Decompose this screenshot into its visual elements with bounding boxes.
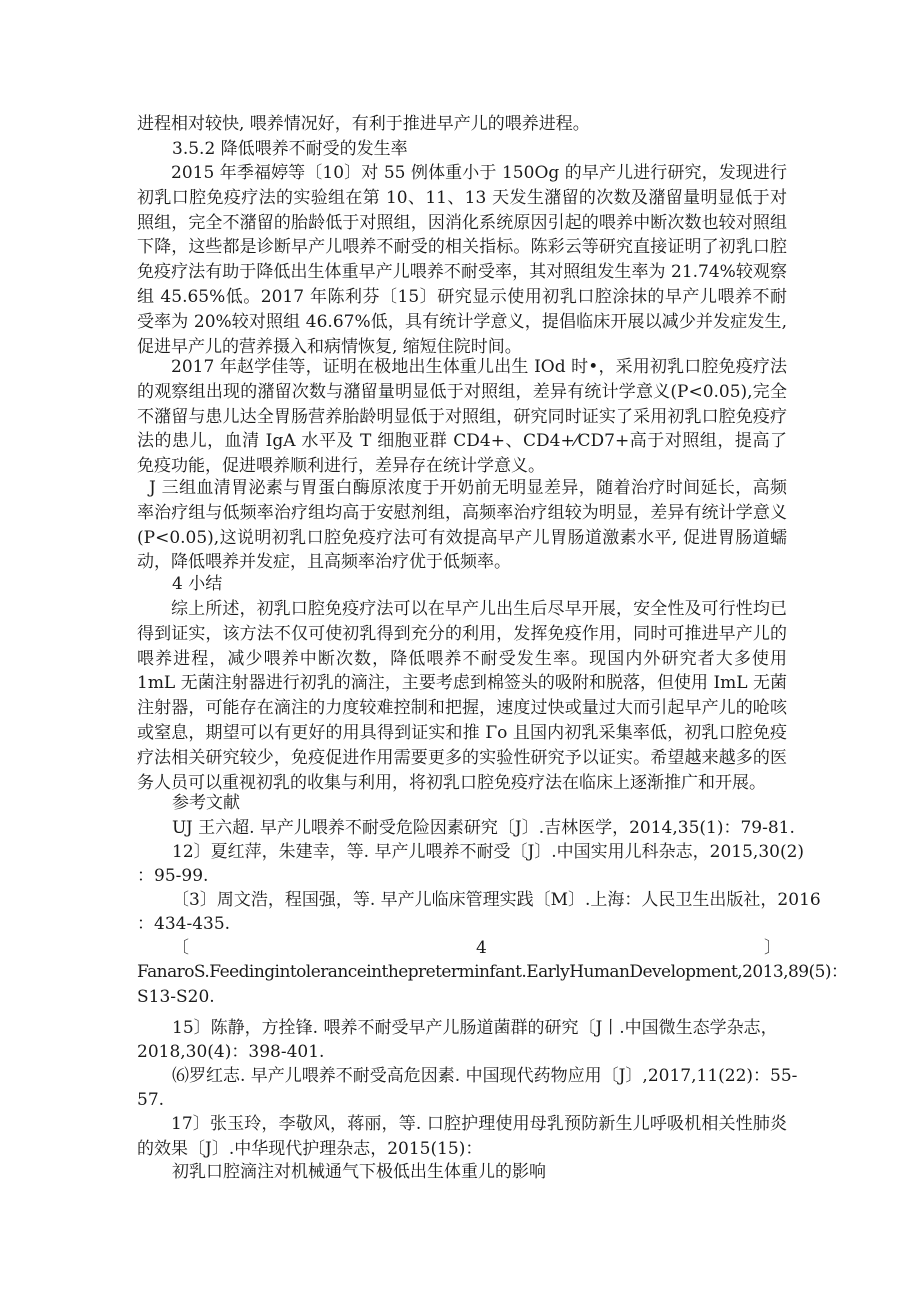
paragraph-zhao-xuejia: 2017 年赵学佳等，证明在极地出生体重儿出生 IOd 时•，采用初乳口腔免疫疗法的观察组出现的潴留次数与潴留量明显低于对照组，差异有统计学意义(P<0.05),完全不潴留与患儿达全胃肠营养胎龄明显低于对照组，研究同时证实了采用初乳口腔免疫疗法的患儿，血清 IgA 水平及 T 细胞亚群 CD4+、CD4+⁄CD7+高于对照组，提高了免疫功能，促进喂养顺利进行，差异存在统计学意义。 <box>137 357 787 477</box>
reference-2-cont: ：95-99. <box>137 866 209 886</box>
reference-4-number: 4 <box>476 938 487 958</box>
next-article-title: 初乳口腔滴注对机械通气下极低出生体重儿的影响 <box>172 1162 546 1182</box>
reference-5-cont: 2018,30(4)：398-401. <box>137 1042 325 1062</box>
reference-4-open-bracket: 〔 <box>172 938 189 958</box>
reference-6: ⑹罗红志. 早产儿喂养不耐受高危因素. 中国现代药物应用〔J〕,2017,11(22)：55- <box>172 1066 798 1086</box>
section-heading-summary: 4 小结 <box>172 574 223 594</box>
section-heading-3-5-2: 3.5.2 降低喂养不耐受的发生率 <box>172 139 408 159</box>
references-heading: 参考文献 <box>172 793 240 813</box>
reference-4-cont: S13-S20. <box>137 987 215 1007</box>
paragraph-gastrin: J 三组血清胃泌素与胃蛋白酶原浓度于开奶前无明显差异，随着治疗时间延长，高频率治疗组与低频率治疗组均高于安慰剂组，高频率治疗组较为明显，差异有统计学意义(P<0.05),这说明初乳口腔免疫疗法可有效提高早产儿胃肠道激素水平, 促进胃肠道蠕动，降低喂养并发症，且高频率治疗优于低频率。 <box>137 478 787 573</box>
reference-2: 12〕夏红萍，朱建幸，等. 早产儿喂养不耐受〔J〕.中国实用儿科杂志，2015,30(2) <box>172 842 805 862</box>
continuation-line: 进程相对较快, 喂养情况好，有利于推进早产儿的喂养进程。 <box>137 114 590 134</box>
reference-5: 15〕陈静，方拴锋. 喂养不耐受早产儿肠道菌群的研究〔J丨.中国微生态学杂志， <box>172 1018 778 1038</box>
reference-4-close-bracket: 〕 <box>764 938 781 958</box>
reference-7: 17〕张玉玲，李敬风，蒋丽，等. 口腔护理使用母乳预防新生儿呼吸机相关性肺炎的效果〔J〕.中华现代护理杂志，2015(15)： <box>137 1114 787 1159</box>
paragraph-ji-futing: 2015 年季福婷等〔10〕对 55 例体重小于 150Og 的早产儿进行研究，发现进行初乳口腔免疫疗法的实验组在第 10、11、13 天发生潴留的次数及潴留量明显低于对照组，完全不潴留的胎龄低于对照组，因消化系统原因引起的喂养中断次数也较对照组下降，这些都是诊断早产儿喂养不耐受的相关指标。陈彩云等研究直接证明了初乳口腔免疫疗法有助于降低出生体重早产儿喂养不耐受率，其对照组发生率为 21.74%较观察组 45.65%低。2017 年陈利芬〔15〕研究显示使用初乳口腔涂抹的早产儿喂养不耐受率为 20%较对照组 46.67%低，具有统计学意义，提倡临床开展以减少并发症发生, 促进早产儿的营养摄入和病情恢复, 缩短住院时间。 <box>137 163 787 357</box>
reference-3-cont: ：434-435. <box>137 914 231 934</box>
reference-6-cont: 57. <box>137 1090 165 1110</box>
paragraph-summary: 综上所述，初乳口腔免疫疗法可以在早产儿出生后尽早开展，安全性及可行性均已得到证实，该方法不仅可使初乳得到充分的利用，发挥免疫作用，同时可推进早产儿的喂养进程，减少喂养中断次数，降低喂养不耐受发生率。现国内外研究者大多使用 1mL 无菌注射器进行初乳的滴注，主要考虑到棉签头的吸附和脱落，但使用 ImL 无菌注射器，可能存在滴注的力度较难控制和把握，速度过快或量过大而引起早产儿的呛咳或窒息，期望可以有更好的用具得到证实和推 Γo 且国内初乳采集率低，初乳口腔免疫疗法相关研究较少，免疫促进作用需要更多的实验性研究予以证实。希望越来越多的医务人员可以重视初乳的收集与利用，将初乳口腔免疫疗法在临床上逐渐推广和开展。 <box>137 599 787 793</box>
reference-1: UJ 王六超. 早产儿喂养不耐受危险因素研究〔J〕.吉林医学，2014,35(1)：79-81. <box>172 818 795 838</box>
reference-3: 〔3〕周文浩，程国强，等. 早产儿临床管理实践〔M〕.上海：人民卫生出版社，2016 <box>172 890 821 910</box>
reference-4: FanaroS.Feedingintoleranceinthepreterminfant.EarlyHumanDevelopment,2013,89(5)： <box>137 962 848 982</box>
